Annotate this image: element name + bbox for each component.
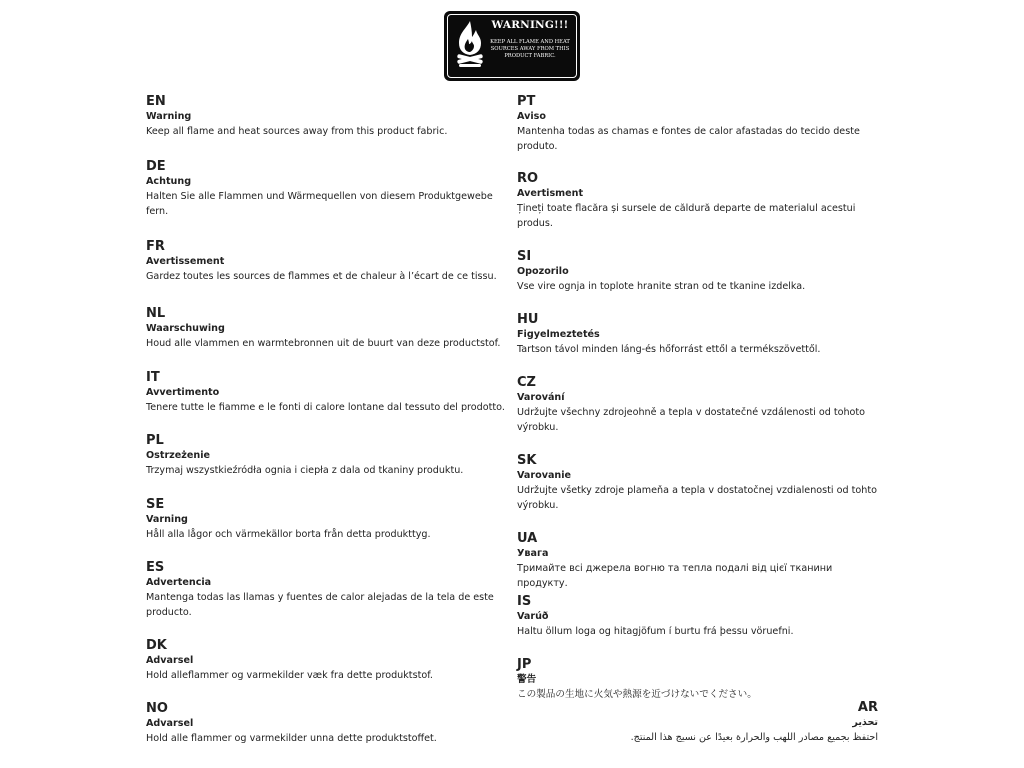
lang-block-dk <box>146 638 506 683</box>
lang-code: JP <box>517 657 532 672</box>
lang-text: Mantenha todas as chamas e fontes de calor afastadas do tecido deste produto. <box>517 126 860 152</box>
lang-title: Warning <box>146 111 192 122</box>
lang-block-nl <box>146 306 506 351</box>
lang-block-ua <box>517 531 877 591</box>
lang-block-fr <box>146 239 506 284</box>
lang-title: Advertencia <box>146 577 212 588</box>
lang-block-it <box>146 370 506 415</box>
lang-text: Udržujte všetky zdroje plameňa a tepla v dostatočnej vzdialenosti od tohto výrobku. <box>517 485 877 511</box>
lang-title: Ostrzeżenie <box>146 450 210 461</box>
lang-title: Varúð <box>517 611 549 622</box>
lang-block-cz <box>517 375 877 435</box>
lang-title: Varování <box>517 392 565 403</box>
lang-block-es <box>146 560 506 620</box>
lang-code: NO <box>146 701 168 716</box>
lang-text: Hold alle flammer og varmekilder unna dette produktstoffet. <box>146 733 437 744</box>
lang-text: Tenere tutte le fiamme e le fonti di calore lontane dal tessuto del prodotto. <box>146 402 505 413</box>
lang-code: HU <box>517 312 539 327</box>
warning-label <box>444 11 580 81</box>
lang-title: Avertissement <box>146 256 225 267</box>
lang-text: Haltu öllum loga og hitagjöfum í burtu frá þessu vöruefni. <box>517 626 794 637</box>
lang-code: EN <box>146 94 166 109</box>
lang-code: IT <box>146 370 160 385</box>
lang-block-ar <box>518 700 878 745</box>
lang-text: Vse vire ognja in toplote hranite stran od te tkanine izdelka. <box>517 281 806 292</box>
lang-text: Håll alla lågor och värmekällor borta från detta produkttyg. <box>146 529 431 540</box>
lang-block-si <box>517 249 877 294</box>
lang-code: SE <box>146 497 165 512</box>
lang-code: DE <box>146 159 166 174</box>
lang-code: NL <box>146 306 166 321</box>
lang-title: Advarsel <box>146 655 194 666</box>
lang-text: Hold alleflammer og varmekilder væk fra dette produktstof. <box>146 670 433 681</box>
lang-code: SK <box>517 453 537 468</box>
lang-code: DK <box>146 638 167 653</box>
lang-text: Houd alle vlammen en warmtebronnen uit de buurt van deze productstof. <box>146 338 501 349</box>
flame-icon <box>453 19 487 71</box>
lang-code: ES <box>146 560 165 575</box>
lang-code: PL <box>146 433 164 448</box>
lang-block-en <box>146 94 506 139</box>
lang-title: Varning <box>146 514 188 525</box>
lang-title: 警告 <box>517 674 537 685</box>
lang-block-ro <box>517 171 877 231</box>
lang-block-pt <box>517 94 877 154</box>
lang-text: Gardez toutes les sources de flammes et de chaleur à l’écart de ce tissu. <box>146 271 497 282</box>
lang-code: UA <box>517 531 538 546</box>
lang-title: Figyelmeztetés <box>517 329 600 340</box>
warning-label-text: KEEP ALL FLAME AND HEAT SOURCES AWAY FROM THIS PRODUCT FABRIC. <box>490 39 570 59</box>
lang-code: RO <box>517 171 539 186</box>
lang-text: Udržujte všechny zdrojeohně a tepla v dostatečné vzdálenosti od tohoto výrobku. <box>517 407 866 433</box>
lang-text: Țineți toate flacăra și sursele de căldură departe de materialul acestui produs. <box>517 203 856 229</box>
lang-title: Увага <box>517 548 549 559</box>
lang-title: Waarschuwing <box>146 323 225 334</box>
lang-text: Mantenga todas las llamas y fuentes de calor alejadas de la tela de este producto. <box>146 592 494 618</box>
lang-code: PT <box>517 94 536 109</box>
lang-block-no <box>146 701 506 746</box>
lang-title: تحذير <box>852 717 878 728</box>
lang-title: Opozorilo <box>517 266 569 277</box>
lang-block-de <box>146 159 506 219</box>
lang-text: Тримайте всі джерела вогню та тепла подалі від цієї тканини продукту. <box>517 563 833 589</box>
lang-title: Aviso <box>517 111 546 122</box>
lang-title: Achtung <box>146 176 192 187</box>
lang-block-pl <box>146 433 506 478</box>
lang-code: CZ <box>517 375 536 390</box>
lang-code: IS <box>517 594 532 609</box>
lang-block-hu <box>517 312 877 357</box>
lang-text: Halten Sie alle Flammen und Wärmequellen von diesem Produktgewebe fern. <box>146 191 493 217</box>
lang-text: Trzymaj wszystkieźródła ognia i ciepła z dala od tkaniny produktu. <box>146 465 464 476</box>
lang-block-sk <box>517 453 877 513</box>
lang-text: احتفظ بجميع مصادر اللهب والحرارة بعيدًا عن نسيج هذا المنتج. <box>630 732 878 743</box>
lang-code: FR <box>146 239 165 254</box>
lang-title: Advarsel <box>146 718 194 729</box>
lang-title: Avvertimento <box>146 387 220 398</box>
lang-text: Tartson távol minden láng-és hőforrást ettől a termékszövettől. <box>517 344 821 355</box>
lang-title: Avertisment <box>517 188 584 199</box>
lang-code: AR <box>857 700 878 715</box>
lang-block-jp <box>517 657 877 702</box>
lang-text: Keep all flame and heat sources away from this product fabric. <box>146 126 448 137</box>
lang-title: Varovanie <box>517 470 572 481</box>
warning-label-title: WARNING!!! <box>491 19 569 31</box>
lang-text: この製品の生地に火気や熱源を近づけないでください。 <box>517 689 757 700</box>
lang-code: SI <box>517 249 532 264</box>
lang-block-is <box>517 594 877 639</box>
lang-block-se <box>146 497 506 542</box>
